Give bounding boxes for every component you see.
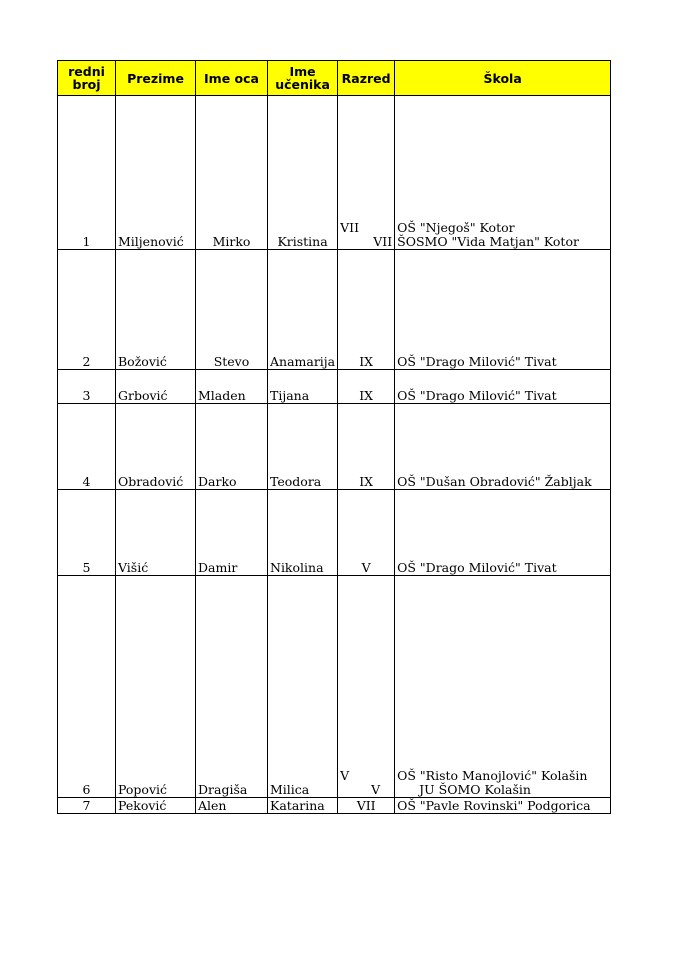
- cell-ime: Nikolina: [268, 490, 338, 576]
- header-ime: Ime: [289, 64, 316, 79]
- header-redni: redni: [68, 64, 105, 79]
- cell-razred: V: [338, 490, 395, 576]
- table-row: [58, 490, 611, 576]
- cell-num: 6: [58, 576, 116, 798]
- razred-line: V: [340, 768, 350, 783]
- cell-num: 1: [58, 96, 116, 250]
- cell-prezime: Višić: [116, 490, 196, 576]
- header-razred: Razred: [338, 61, 395, 96]
- cell-num: 2: [58, 250, 116, 370]
- cell-num: 4: [58, 404, 116, 490]
- header-row: [58, 61, 611, 96]
- cell-skola: OŠ "Drago Milović" Tivat: [395, 370, 611, 404]
- table-row: [58, 404, 611, 490]
- cell-ime: Kristina: [268, 96, 338, 250]
- razred-line: VII: [373, 234, 393, 249]
- cell-skola: [395, 96, 611, 250]
- header-ucenika: učenika: [275, 77, 330, 92]
- cell-skola: OŠ "Drago Milović" Tivat: [395, 490, 611, 576]
- cell-ime-oca: Stevo: [196, 250, 268, 370]
- cell-prezime: Obradović: [116, 404, 196, 490]
- table-row: [58, 576, 611, 798]
- cell-razred: [338, 96, 395, 250]
- cell-num: 7: [58, 798, 116, 814]
- cell-ime: Anamarija: [268, 250, 338, 370]
- table-row: [58, 96, 611, 250]
- cell-ime: Katarina: [268, 798, 338, 814]
- cell-razred: IX: [338, 250, 395, 370]
- cell-prezime: Grbović: [116, 370, 196, 404]
- cell-skola: OŠ "Pavle Rovinski" Podgorica: [395, 798, 611, 814]
- students-table: [57, 60, 611, 814]
- cell-prezime: Božović: [116, 250, 196, 370]
- cell-skola: OŠ "Dušan Obradović" Žabljak: [395, 404, 611, 490]
- table-row: [58, 798, 611, 814]
- cell-ime-oca: Darko: [196, 404, 268, 490]
- cell-prezime: Popović: [116, 576, 196, 798]
- skola-line: OŠ "Risto Manojlović" Kolašin: [397, 768, 588, 783]
- cell-ime-oca: Dragiša: [196, 576, 268, 798]
- header-ime-ucenika: [268, 61, 338, 96]
- cell-razred: IX: [338, 370, 395, 404]
- cell-ime-oca: Alen: [196, 798, 268, 814]
- header-ime-oca: Ime oca: [196, 61, 268, 96]
- table-row: [58, 250, 611, 370]
- razred-line: V: [371, 782, 381, 797]
- cell-ime-oca: Damir: [196, 490, 268, 576]
- cell-ime-oca: Mladen: [196, 370, 268, 404]
- cell-razred: VII: [338, 798, 395, 814]
- cell-num: 5: [58, 490, 116, 576]
- cell-ime: Tijana: [268, 370, 338, 404]
- cell-razred: IX: [338, 404, 395, 490]
- skola-line: OŠ "Njegoš" Kotor: [397, 220, 515, 235]
- cell-ime-oca: Mirko: [196, 96, 268, 250]
- skola-line: JU ŠOMO Kolašin: [419, 782, 531, 797]
- cell-ime: Milica: [268, 576, 338, 798]
- cell-skola: OŠ "Drago Milović" Tivat: [395, 250, 611, 370]
- cell-ime: Teodora: [268, 404, 338, 490]
- header-redni-broj: [58, 61, 116, 96]
- cell-prezime: Peković: [116, 798, 196, 814]
- skola-line: ŠOSMO "Vida Matjan" Kotor: [397, 234, 579, 249]
- header-broj: broj: [72, 77, 101, 92]
- cell-skola: [395, 576, 611, 798]
- table-row: [58, 370, 611, 404]
- cell-razred: [338, 576, 395, 798]
- cell-prezime: Miljenović: [116, 96, 196, 250]
- razred-line: VII: [340, 220, 360, 235]
- header-skola: Škola: [395, 61, 611, 96]
- cell-num: 3: [58, 370, 116, 404]
- header-prezime: Prezime: [116, 61, 196, 96]
